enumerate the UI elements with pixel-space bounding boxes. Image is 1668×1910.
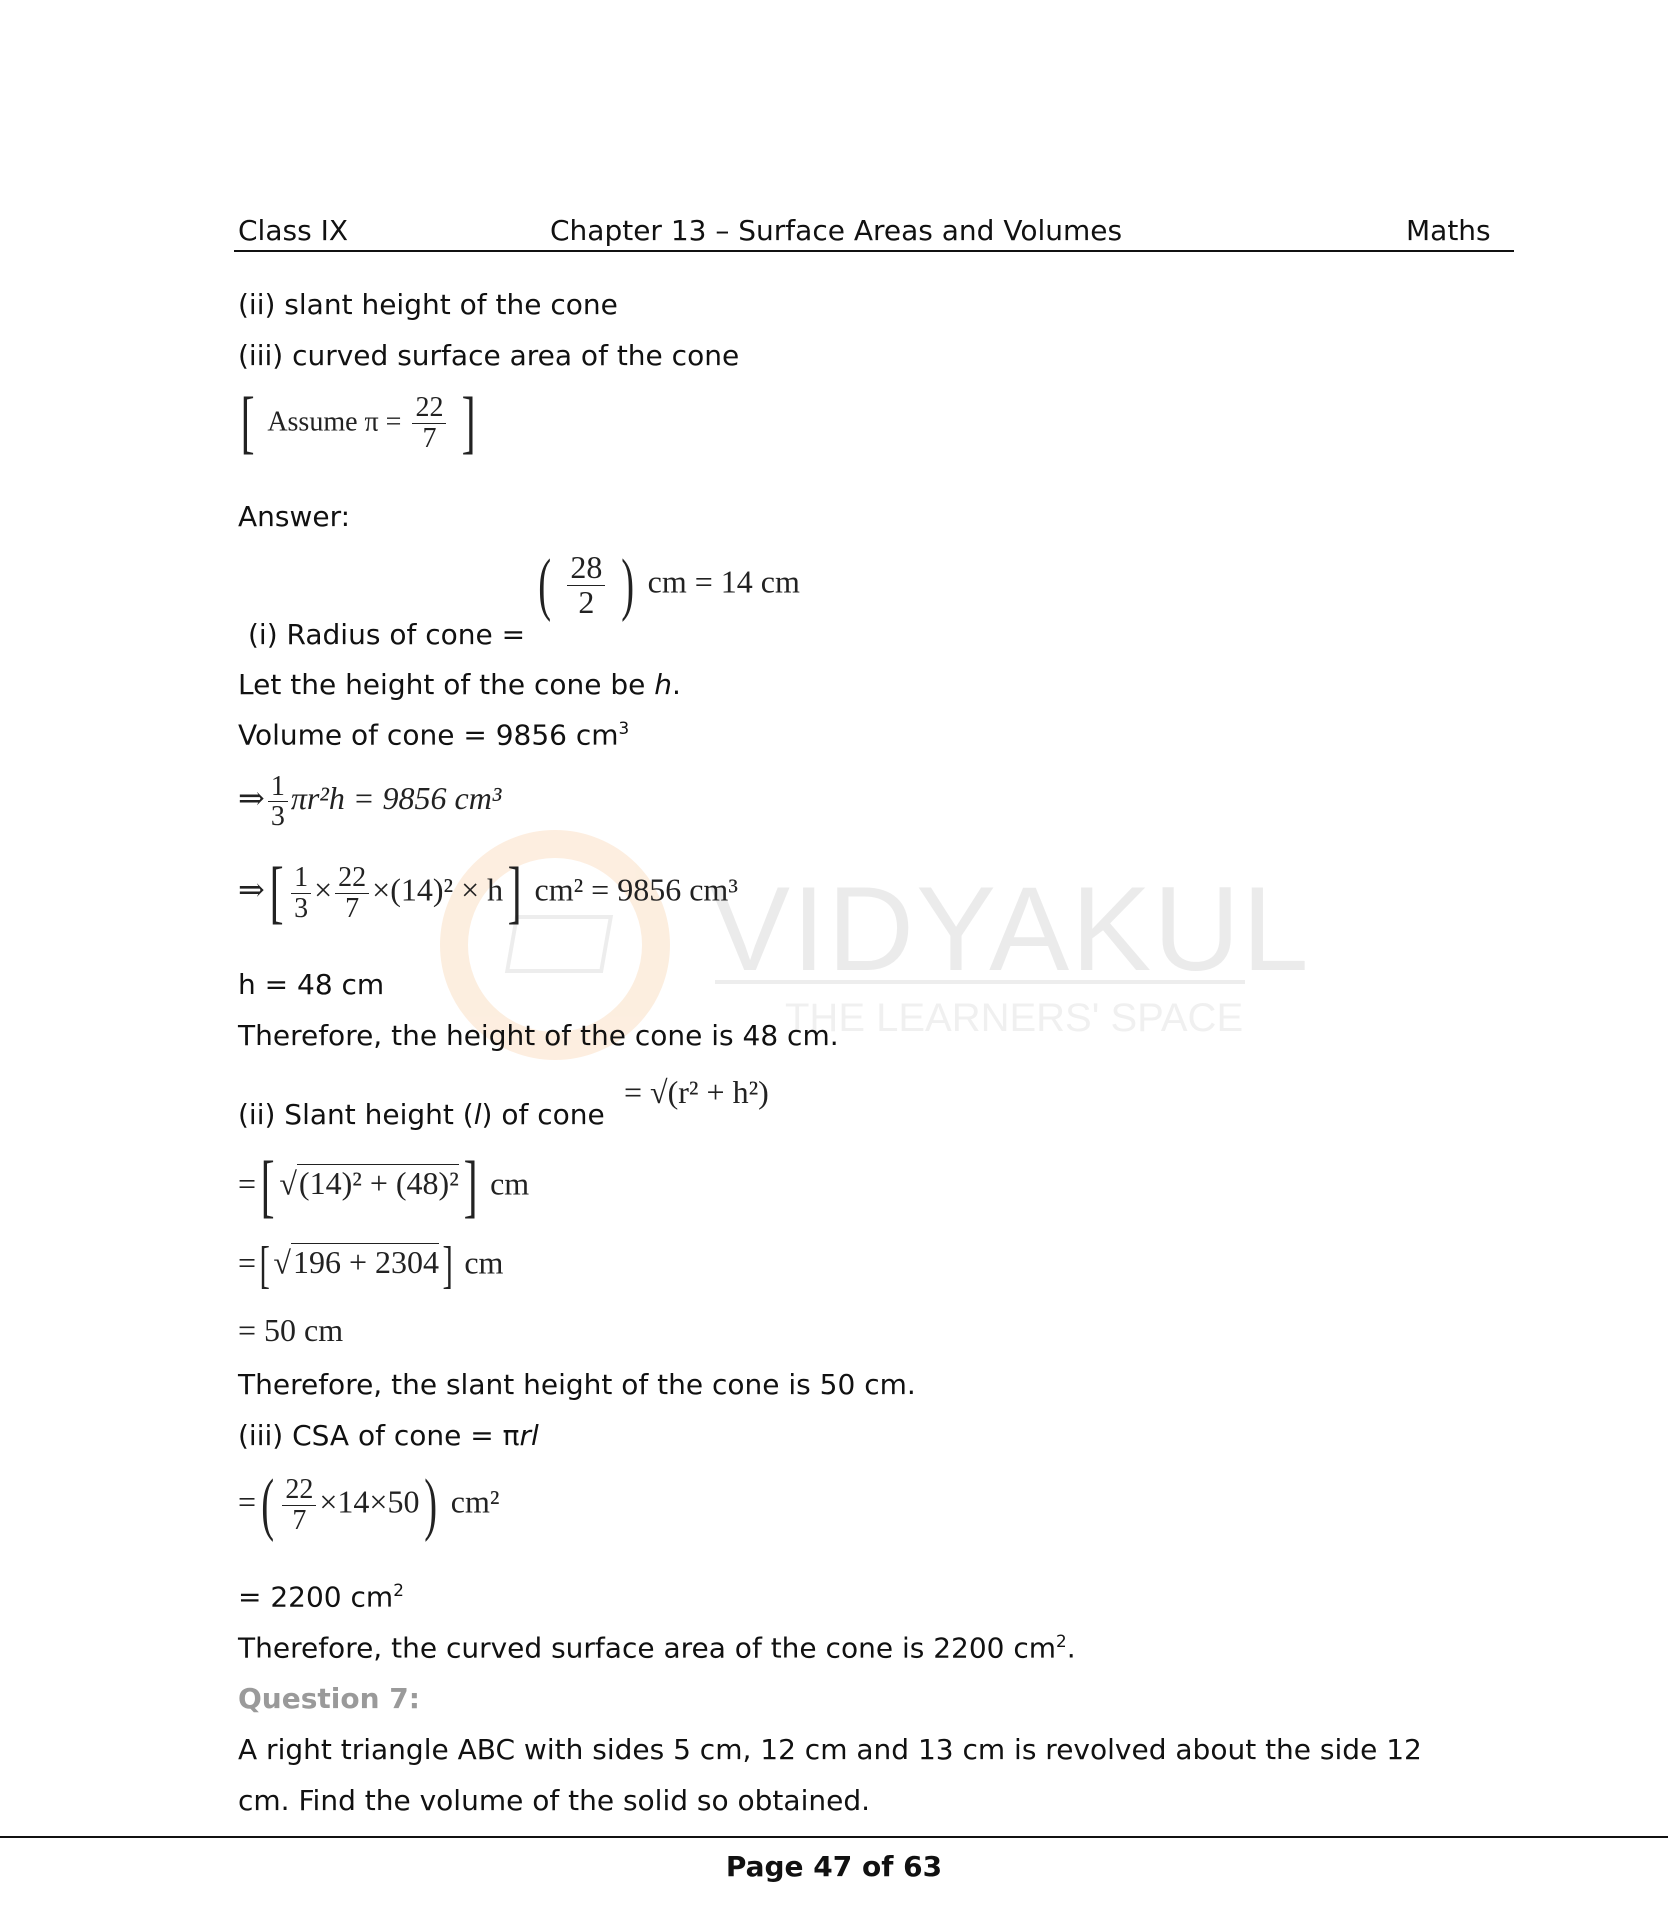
slant-step-2: =[ √196 + 2304] cm [238, 1237, 504, 1294]
header-class: Class IX [238, 214, 349, 247]
answer-label: Answer: [238, 500, 351, 533]
csa-step: =( $\frac{22}{7}$ ×14×50) cm² [238, 1466, 500, 1543]
question-part-iii: (iii) curved surface area of the cone [238, 339, 740, 372]
slant-step-1: =[ √(14)² + (48)²] cm [238, 1148, 530, 1225]
header-divider [234, 250, 1514, 252]
equation-1: ⇒ $\frac{1}{3}$ πr²h = 9856 cm³ [238, 771, 502, 833]
watermark-brand: VIDYAKUL [710, 862, 1311, 996]
watermark-divider [715, 980, 1245, 984]
page-number: Page 47 of 63 [725, 1850, 943, 1883]
footer-divider [0, 1836, 1668, 1838]
header-subject: Maths [1406, 214, 1491, 247]
question-part-ii: (ii) slant height of the cone [238, 288, 618, 321]
question-7-line-2: cm. Find the volume of the solid so obtained. [238, 1784, 870, 1817]
slant-height-label: (ii) Slant height (l) of cone [238, 1098, 605, 1131]
question-7-line-1: A right triangle ABC with sides 5 cm, 12 cm and 13 cm is revolved about the side 12 [238, 1733, 1422, 1766]
equation-2: ⇒[ $\frac{1}{3}$ × $\frac{22}{7}$ ×(14)² × h] cm² = 9856 cm³ [238, 854, 738, 931]
slant-step-3: = 50 cm [238, 1312, 344, 1348]
radius-label: (i) Radius of cone = [248, 618, 526, 651]
slant-conclusion: Therefore, the slant height of the cone is 50 cm. [238, 1368, 916, 1401]
question-7-label: Question 7: [238, 1682, 420, 1715]
watermark-tagline: THE LEARNERS' SPACE [785, 996, 1244, 1040]
height-conclusion: Therefore, the height of the cone is 48 cm. [238, 1019, 839, 1052]
header-chapter: Chapter 13 – Surface Areas and Volumes [550, 214, 1123, 247]
slant-formula: = √(r² + h²) [624, 1074, 769, 1110]
let-height-line: Let the height of the cone be h. [238, 668, 681, 701]
csa-conclusion: Therefore, the curved surface area of the cone is 2200 $cm^2$. [238, 1631, 1076, 1665]
csa-label: (iii) CSA of cone = πrl [238, 1419, 539, 1452]
volume-line: Volume of cone = 9856 $cm^3$ [238, 718, 630, 752]
radius-expression: ( $\frac{28}{2}$ ) cm = 14 cm [538, 546, 800, 623]
assume-pi-note: [ Assume π = $\frac{22}{7}$ ] [240, 384, 477, 461]
csa-result: = 2200 $cm^2$ [238, 1580, 404, 1614]
height-result: h = 48 cm [238, 968, 385, 1001]
